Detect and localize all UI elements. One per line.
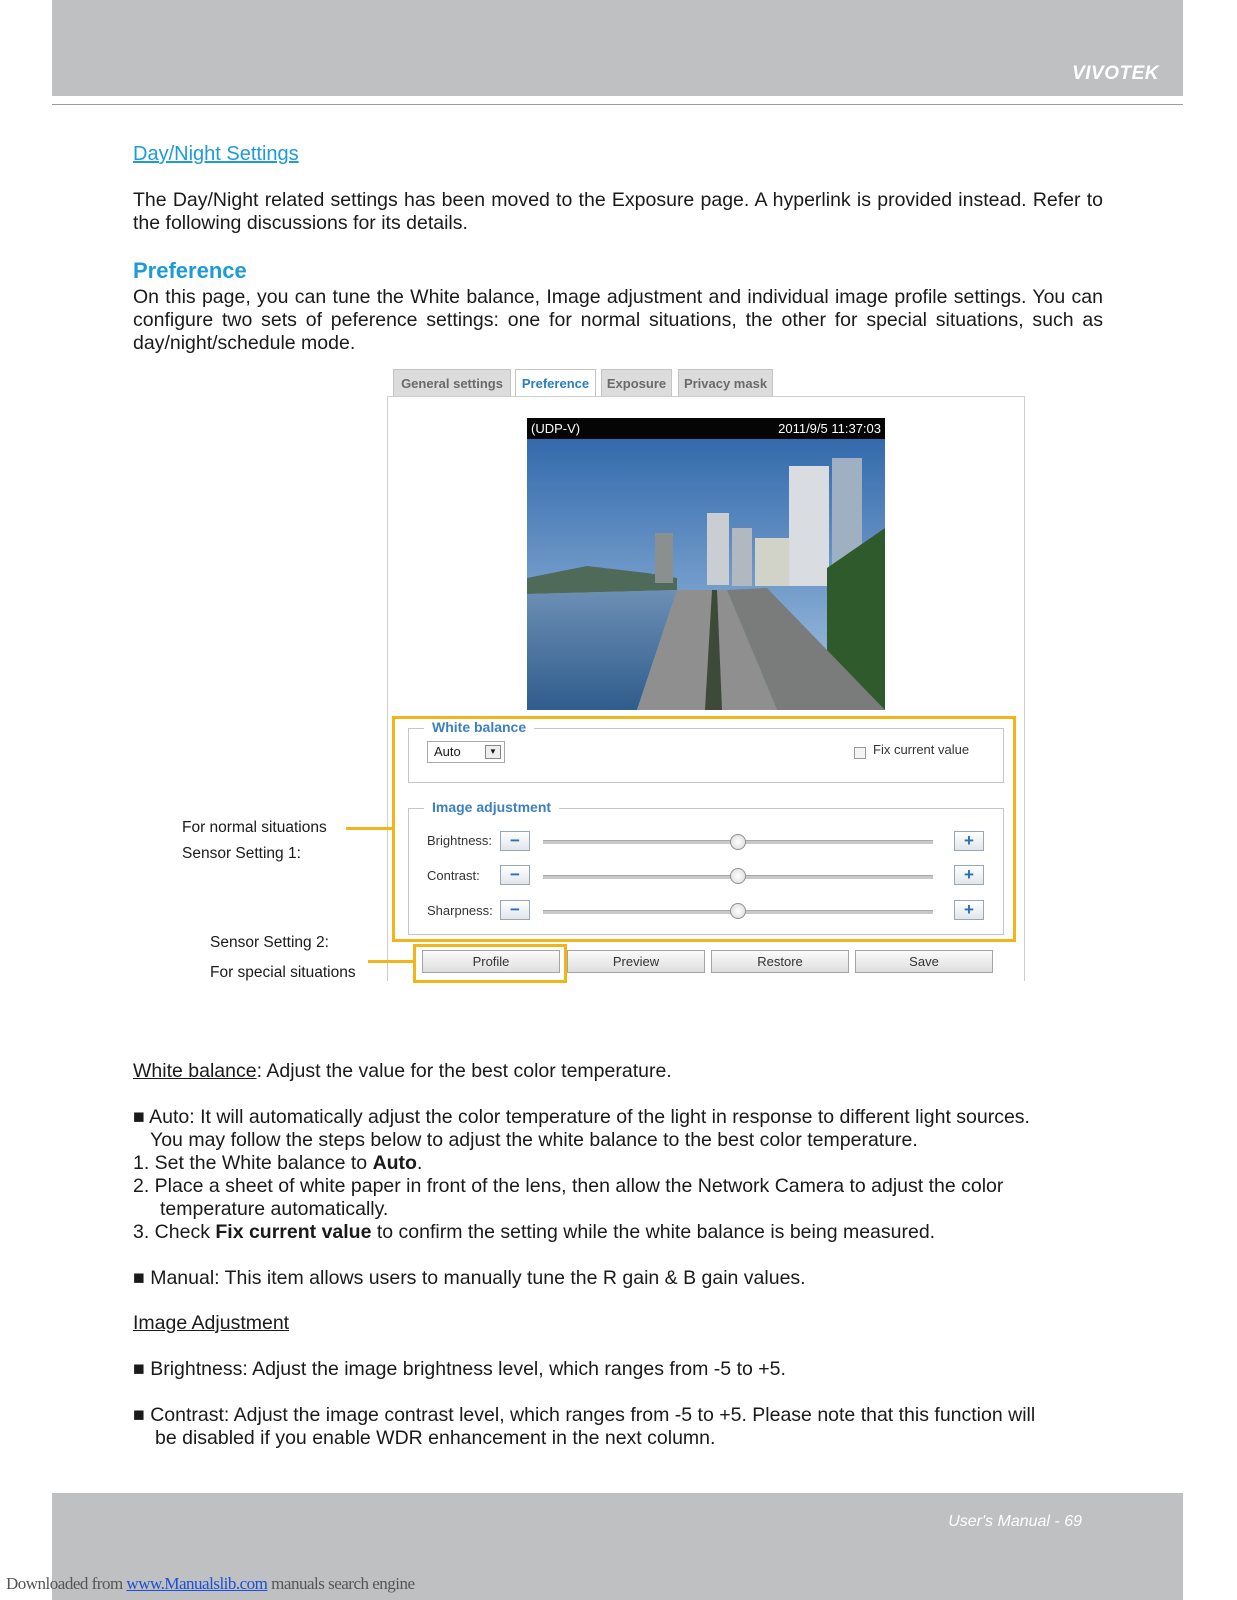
video-status-bar: [527, 418, 885, 439]
sharpness-plus-button[interactable]: +: [954, 900, 984, 920]
live-video: [527, 418, 885, 710]
stream-label: (UDP-V): [531, 421, 581, 436]
white-balance-description: [133, 1060, 1103, 1083]
step-3-end: to confirm the setting while the white balance is being measured.: [371, 1221, 936, 1243]
callout-normal-situations: For normal situations: [182, 819, 327, 836]
tab-privacy-mask[interactable]: Privacy mask: [678, 369, 773, 396]
camera-view-image: [527, 418, 885, 710]
callout-sensor-setting-1: Sensor Setting 1:: [182, 845, 301, 862]
fix-current-value-checkbox[interactable]: [854, 747, 866, 759]
step-2-line1: 2. Place a sheet of white paper in front of the lens, then allow the Network Camera to adjust the color: [133, 1175, 1004, 1197]
contrast-bullet-line1: ■ Contrast: Adjust the image contrast level, which ranges from -5 to +5. Please note that this function will: [133, 1404, 1036, 1426]
white-balance-legend: White balance: [424, 719, 534, 735]
download-prefix: Downloaded from: [6, 1574, 127, 1593]
brightness-label: Brightness:: [427, 833, 493, 848]
profile-button[interactable]: Profile: [422, 950, 560, 973]
step-2-line2: temperature automatically.: [160, 1198, 389, 1220]
callout-sensor-setting-2: Sensor Setting 2:: [210, 934, 329, 951]
brand-logo: VIVOTEK: [1072, 63, 1159, 84]
callout-leader-2: [368, 960, 414, 963]
chevron-down-icon: ▼: [485, 745, 501, 759]
header-rule: [52, 104, 1183, 105]
download-suffix: manuals search engine: [267, 1574, 415, 1593]
brightness-plus-button[interactable]: +: [954, 831, 984, 851]
step-1-bold: Auto: [372, 1152, 417, 1174]
brightness-minus-button[interactable]: −: [500, 831, 530, 851]
tab-preference[interactable]: Preference: [515, 369, 596, 398]
tab-exposure[interactable]: Exposure: [601, 369, 672, 396]
preference-paragraph: On this page, you can tune the White balance, Image adjustment and individual image profile settings. You can configure two sets of peference settings: one for normal situations, the other for special situations, such as day/night/schedule mode.: [133, 286, 1103, 354]
white-balance-select-value: Auto: [434, 744, 461, 759]
step-1-text: 1. Set the White balance to: [133, 1152, 373, 1174]
callout-special-situations: For special situations: [210, 964, 356, 981]
auto-bullet-line2: You may follow the steps below to adjust the white balance to the best color temperature.: [150, 1129, 918, 1151]
manualslib-link[interactable]: www.Manualslib.com: [126, 1574, 268, 1593]
callout-leader-1: [346, 827, 393, 830]
brightness-slider-handle[interactable]: [730, 834, 746, 850]
video-timestamp: 2011/9/5 11:37:03: [778, 421, 881, 436]
contrast-minus-button[interactable]: −: [500, 865, 530, 885]
step-3-bold: Fix current value: [215, 1221, 372, 1243]
brightness-bullet: ■ Brightness: Adjust the image brightness level, which ranges from -5 to +5.: [133, 1358, 786, 1380]
step-3-text: 3. Check: [133, 1221, 216, 1243]
image-adjustment-legend: Image adjustment: [424, 799, 559, 815]
image-adjustment-group: [408, 799, 1004, 935]
sharpness-slider-handle[interactable]: [730, 903, 746, 919]
contrast-bullet-line2: be disabled if you enable WDR enhancement in the next column.: [155, 1427, 716, 1449]
sensor-setting-2-highlight: [413, 944, 567, 983]
preview-button[interactable]: Preview: [567, 950, 705, 973]
step-1: [133, 1152, 1103, 1175]
sharpness-label: Sharpness:: [427, 903, 493, 918]
step-3: [133, 1221, 1103, 1244]
contrast-slider-handle[interactable]: [730, 868, 746, 884]
download-notice: [6, 1574, 415, 1594]
white-balance-term: White balance: [133, 1060, 257, 1082]
save-button[interactable]: Save: [855, 950, 993, 973]
white-balance-select[interactable]: [427, 741, 505, 763]
tab-general-settings[interactable]: General settings: [393, 369, 511, 396]
image-adjustment-heading: Image Adjustment: [133, 1312, 290, 1334]
white-balance-desc-text: : Adjust the value for the best color temperature.: [256, 1060, 672, 1082]
contrast-plus-button[interactable]: +: [954, 865, 984, 885]
contrast-label: Contrast:: [427, 868, 480, 883]
daynight-settings-link[interactable]: Day/Night Settings: [133, 143, 299, 165]
fix-current-value-label: Fix current value: [873, 742, 970, 757]
header-band: [52, 0, 1183, 96]
step-1-end: .: [416, 1152, 423, 1174]
auto-bullet-line1: ■ Auto: It will automatically adjust the color temperature of the light in response to different light sources.: [133, 1106, 1030, 1128]
preference-heading: Preference: [133, 258, 247, 283]
sharpness-minus-button[interactable]: −: [500, 900, 530, 920]
restore-button[interactable]: Restore: [711, 950, 849, 973]
page-number: User's Manual - 69: [948, 1513, 1082, 1530]
daynight-paragraph: The Day/Night related settings has been moved to the Exposure page. A hyperlink is provided instead. Refer to the following discussions for its details.: [133, 189, 1103, 234]
manual-bullet: ■ Manual: This item allows users to manually tune the R gain & B gain values.: [133, 1267, 806, 1289]
